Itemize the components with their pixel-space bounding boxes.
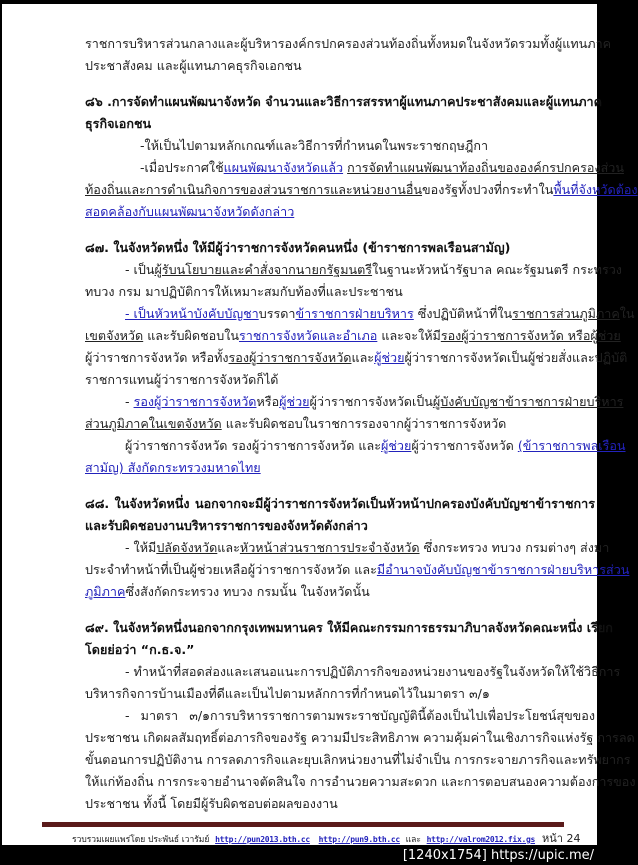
text-line <box>85 179 638 201</box>
underlined-text: ท้องถิ่นและการดำเนินกิจการของส่วนราชการและหน่วยงานอื่น <box>85 182 423 197</box>
text: - มาตรา ๓/๑การบริหารราชการตามพระราชบัญญัตินี้ต้องเป็นไปเพื่อประโยชน์สุขของ <box>125 708 595 723</box>
text-line <box>85 515 595 537</box>
text: ผู้ว่าราชการจังหวัดเป็น <box>309 394 433 409</box>
text-line <box>85 493 595 515</box>
document-page <box>2 4 638 845</box>
hyperlink[interactable]: ผู้ช่วย <box>374 350 405 365</box>
text: ประชาสังคม และผู้แทนภาคธุรกิจเอกชน <box>85 58 302 73</box>
underlined-text: หัวหน้าส่วนราชการประจำจังหวัด <box>239 540 420 555</box>
text: ผู้ว่าราชการจังหวัด หรือทั้ง <box>85 350 229 365</box>
text: ผู้ว่าราชการจังหวัดเป็นผู้ช่วยสั่งและปฏิบัติ <box>404 350 628 365</box>
text: -เมื่อประกาศใช้ <box>140 160 224 175</box>
text: และรับผิดชอบในราชการรองจากผู้ว่าราชการจังหวัด <box>221 416 507 431</box>
paragraph <box>85 435 626 479</box>
text: หรือ <box>256 394 280 409</box>
text: ซึ่งสังกัดกระทรวง ทบวง กรมนั้น ในจังหวัดนั้น <box>125 584 370 599</box>
text: -ให้เป็นไปตามหลักเกณฑ์และวิธีการที่กำหนดในพระราชกฤษฎีกา <box>140 138 489 153</box>
text-line <box>85 55 595 77</box>
text: ผู้ว่าราชการจังหวัด <box>411 438 518 453</box>
hyperlink[interactable]: ภูมิภาค <box>85 584 126 599</box>
paragraph <box>85 33 612 77</box>
underlined-text: การจัดทำแผนพัฒนาท้องถิ่นขององค์กรปกครองส่วน <box>347 160 624 175</box>
text-line <box>85 639 595 661</box>
text: และรับผิดชอบใน <box>143 328 239 343</box>
section-heading <box>85 493 595 537</box>
text-line <box>85 793 595 815</box>
text: ใน <box>619 306 635 321</box>
paragraph <box>85 303 635 391</box>
footer-link-pun2013[interactable]: http://pun2013.bth.cc <box>215 835 310 844</box>
text: ผู้ว่าราชการจังหวัด รองผู้ว่าราชการจังหวัด และ <box>125 438 381 453</box>
text-line <box>85 33 612 55</box>
text: ประจำทำหน้าที่เป็นผู้ช่วยเหลือผู้ว่าราชการจังหวัด และ <box>85 562 377 577</box>
text-line <box>85 91 603 113</box>
text-line <box>85 325 621 347</box>
paragraph <box>85 391 624 435</box>
text: ราชการบริหารส่วนกลางและผู้บริหารองค์กรปกครองส่วนท้องถิ่นทั้งหมดในจังหวัดรวมทั้งผู้แทนภาค <box>85 36 612 51</box>
footer-link-pun9[interactable]: http://pun9.bth.cc <box>318 835 400 844</box>
underlined-text: รองผู้ว่าราชการจังหวัด <box>228 350 352 365</box>
hyperlink[interactable]: สามัญ) สังกัดกระทรวงมหาดไทย <box>85 460 261 475</box>
text-line <box>85 369 595 391</box>
hyperlink[interactable]: ผู้ช่วย <box>380 438 412 453</box>
text-line <box>85 391 624 413</box>
text-line <box>85 281 595 303</box>
text-line <box>85 347 628 369</box>
text: และ <box>217 540 240 555</box>
paragraph <box>85 135 595 157</box>
section-heading <box>85 617 613 661</box>
text-line <box>85 157 624 179</box>
text-line <box>85 771 636 793</box>
text: และ <box>351 350 375 365</box>
text: บรรดา <box>258 306 296 321</box>
text: ๘๖ .การจัดทำแผนพัฒนาจังหวัด จำนวนและวิธีการสรรหาผู้แทนภาคประชาสังคมและผู้แทนภาค <box>85 94 603 109</box>
text: และรับผิดชอบงานบริหารราชการของจังหวัดดังกล่าว <box>85 518 368 533</box>
hyperlink[interactable]: พื้นที่จังหวัดต้อง <box>553 182 638 197</box>
text-line <box>85 537 610 559</box>
text: ๘๗. ในจังหวัดหนึ่ง ให้มีผู้ว่าราชการจังหวัดคนหนึ่ง (ข้าราชการพลเรือนสามัญ) <box>85 240 511 255</box>
text-line <box>85 201 595 223</box>
underlined-text: ผู้รับนโยบายและคำสั่งจากนายกรัฐมนตรี <box>154 262 373 277</box>
text: และจะให้มี <box>377 328 441 343</box>
hyperlink[interactable]: สอดคล้องกับแผนพัฒนาจังหวัดดังกล่าว <box>85 204 295 219</box>
text: ๘๙. ในจังหวัดหนึ่งนอกจากกรุงเทพมหานคร ให้มีคณะกรรมการธรรมาภิบาลจังหวัดคณะหนึ่ง เรียก <box>85 620 613 635</box>
underlined-text: ราชการส่วนภูมิภาค <box>512 306 620 321</box>
text: ประชาชน ทั้งนี้ โดยมีผู้รับผิดชอบต่อผลของงาน <box>85 796 338 811</box>
text-line <box>85 581 595 603</box>
text-line <box>85 303 635 325</box>
footer-divider <box>42 822 564 827</box>
footer-and: และ <box>405 835 421 845</box>
hyperlink[interactable]: - เป็นหัวหน้าบังคับบัญชา <box>125 306 259 321</box>
text-line <box>85 135 595 157</box>
section-heading <box>85 91 603 135</box>
text: ซึ่งปฏิบัติหน้าที่ใน <box>413 306 513 321</box>
underlined-text: ผู้บังคับบัญชาข้าราชการฝ่ายบริหาร <box>432 394 624 409</box>
text-line <box>85 413 595 435</box>
underlined-text: ส่วนภูมิภาคในเขตจังหวัด <box>85 416 222 431</box>
text: ประชาชน เกิดผลสัมฤทธิ์ต่อภารกิจของรัฐ ความมีประสิทธิภาพ ความคุ้มค่าในเชิงภารกิจแห่งรัฐ การลด <box>85 730 635 745</box>
text-line <box>85 259 622 281</box>
text: - ทำหน้าที่สอดส่องและเสนอแนะการปฏิบัติภารกิจของหน่วยงานของรัฐในจังหวัดให้ใช้วิธีการ <box>125 664 621 679</box>
underlined-text: เขตจังหวัด <box>85 328 144 343</box>
text-line <box>85 749 631 771</box>
text: - เป็น <box>125 262 155 277</box>
hyperlink[interactable]: มีอำนาจบังคับบัญชาข้าราชการฝ่ายบริหารส่วน <box>376 562 630 577</box>
text: ซึ่งกระทรวง ทบวง กรมต่างๆ ส่งมา <box>419 540 610 555</box>
footer-credit: รวบรวมเผยแพร่โดย ประพันธ์ เวารัมย์ <box>72 835 210 845</box>
paragraph <box>85 705 636 815</box>
text: ทบวง กรม มาปฏิบัติการให้เหมาะสมกับท้องที่และประชาชน <box>85 284 403 299</box>
hyperlink[interactable]: (ข้าราชการพลเรือน <box>517 438 626 453</box>
text: โดยย่อว่า “ก.ธ.จ.” <box>85 642 195 657</box>
hyperlink[interactable]: รองผู้ว่าราชการจังหวัด <box>133 394 257 409</box>
page-footer <box>72 832 538 846</box>
underlined-text: รองผู้ว่าราชการจังหวัด หรือผู้ช่วย <box>440 328 621 343</box>
text-line <box>85 727 635 749</box>
paragraph <box>85 537 630 603</box>
text: ธุรกิจเอกชน <box>85 116 152 131</box>
text-line <box>85 661 621 683</box>
paragraph <box>85 259 622 303</box>
text-line <box>85 617 613 639</box>
document-body <box>85 33 638 815</box>
hyperlink[interactable]: ผู้ช่วย <box>279 394 310 409</box>
footer-link-valrom2012[interactable]: http://valrom2012.fix.gs <box>426 835 536 844</box>
text-line <box>85 237 595 259</box>
text-line <box>85 435 626 457</box>
text-line <box>85 683 595 705</box>
text: บริหารกิจการบ้านเมืองที่ดีและเป็นไปตามหลักการที่กำหนดไว้ในมาตรา ๓/๑ <box>85 686 490 701</box>
text: ๘๘. ในจังหวัดหนึ่ง นอกจากจะมีผู้ว่าราชการจังหวัดเป็นหัวหน้าปกครองบังคับบัญชาข้าราชการ <box>85 496 595 511</box>
text: ในฐานะหัวหน้ารัฐบาล คณะรัฐมนตรี กระทรวง <box>372 262 622 277</box>
text: ของรัฐทั้งปวงที่กระทำใน <box>422 182 554 197</box>
text-line <box>85 559 630 581</box>
text: ให้แก่ท้องถิ่น การกระจายอำนาจตัดสินใจ การอำนวยความสะดวก และการตอบสนองความต้องการของ <box>85 774 636 789</box>
image-watermark: [1240x1754] https://upic.me/ <box>402 848 594 863</box>
hyperlink[interactable]: แผนพัฒนาจังหวัดแล้ว <box>223 160 344 175</box>
text: - <box>125 394 134 409</box>
paragraph <box>85 661 621 705</box>
hyperlink[interactable]: ราชการจังหวัดและอำเภอ <box>238 328 378 343</box>
text: ขั้นตอนการปฏิบัติงาน การลดภารกิจและยุบเลิกหน่วยงานที่ไม่จำเป็น การกระจายภารกิจและทรัพยากร <box>85 752 631 767</box>
text-line <box>85 457 595 479</box>
text-line <box>85 705 595 727</box>
text: - ให้มี <box>125 540 157 555</box>
text-line <box>85 113 595 135</box>
page-number: หน้า 24 <box>542 832 581 845</box>
hyperlink[interactable]: ข้าราชการฝ่ายบริหาร <box>295 306 414 321</box>
text: ราชการแทนผู้ว่าราชการจังหวัดก็ได้ <box>85 372 279 387</box>
underlined-text: ปลัดจังหวัด <box>156 540 218 555</box>
paragraph <box>85 157 638 223</box>
section-heading <box>85 237 595 259</box>
